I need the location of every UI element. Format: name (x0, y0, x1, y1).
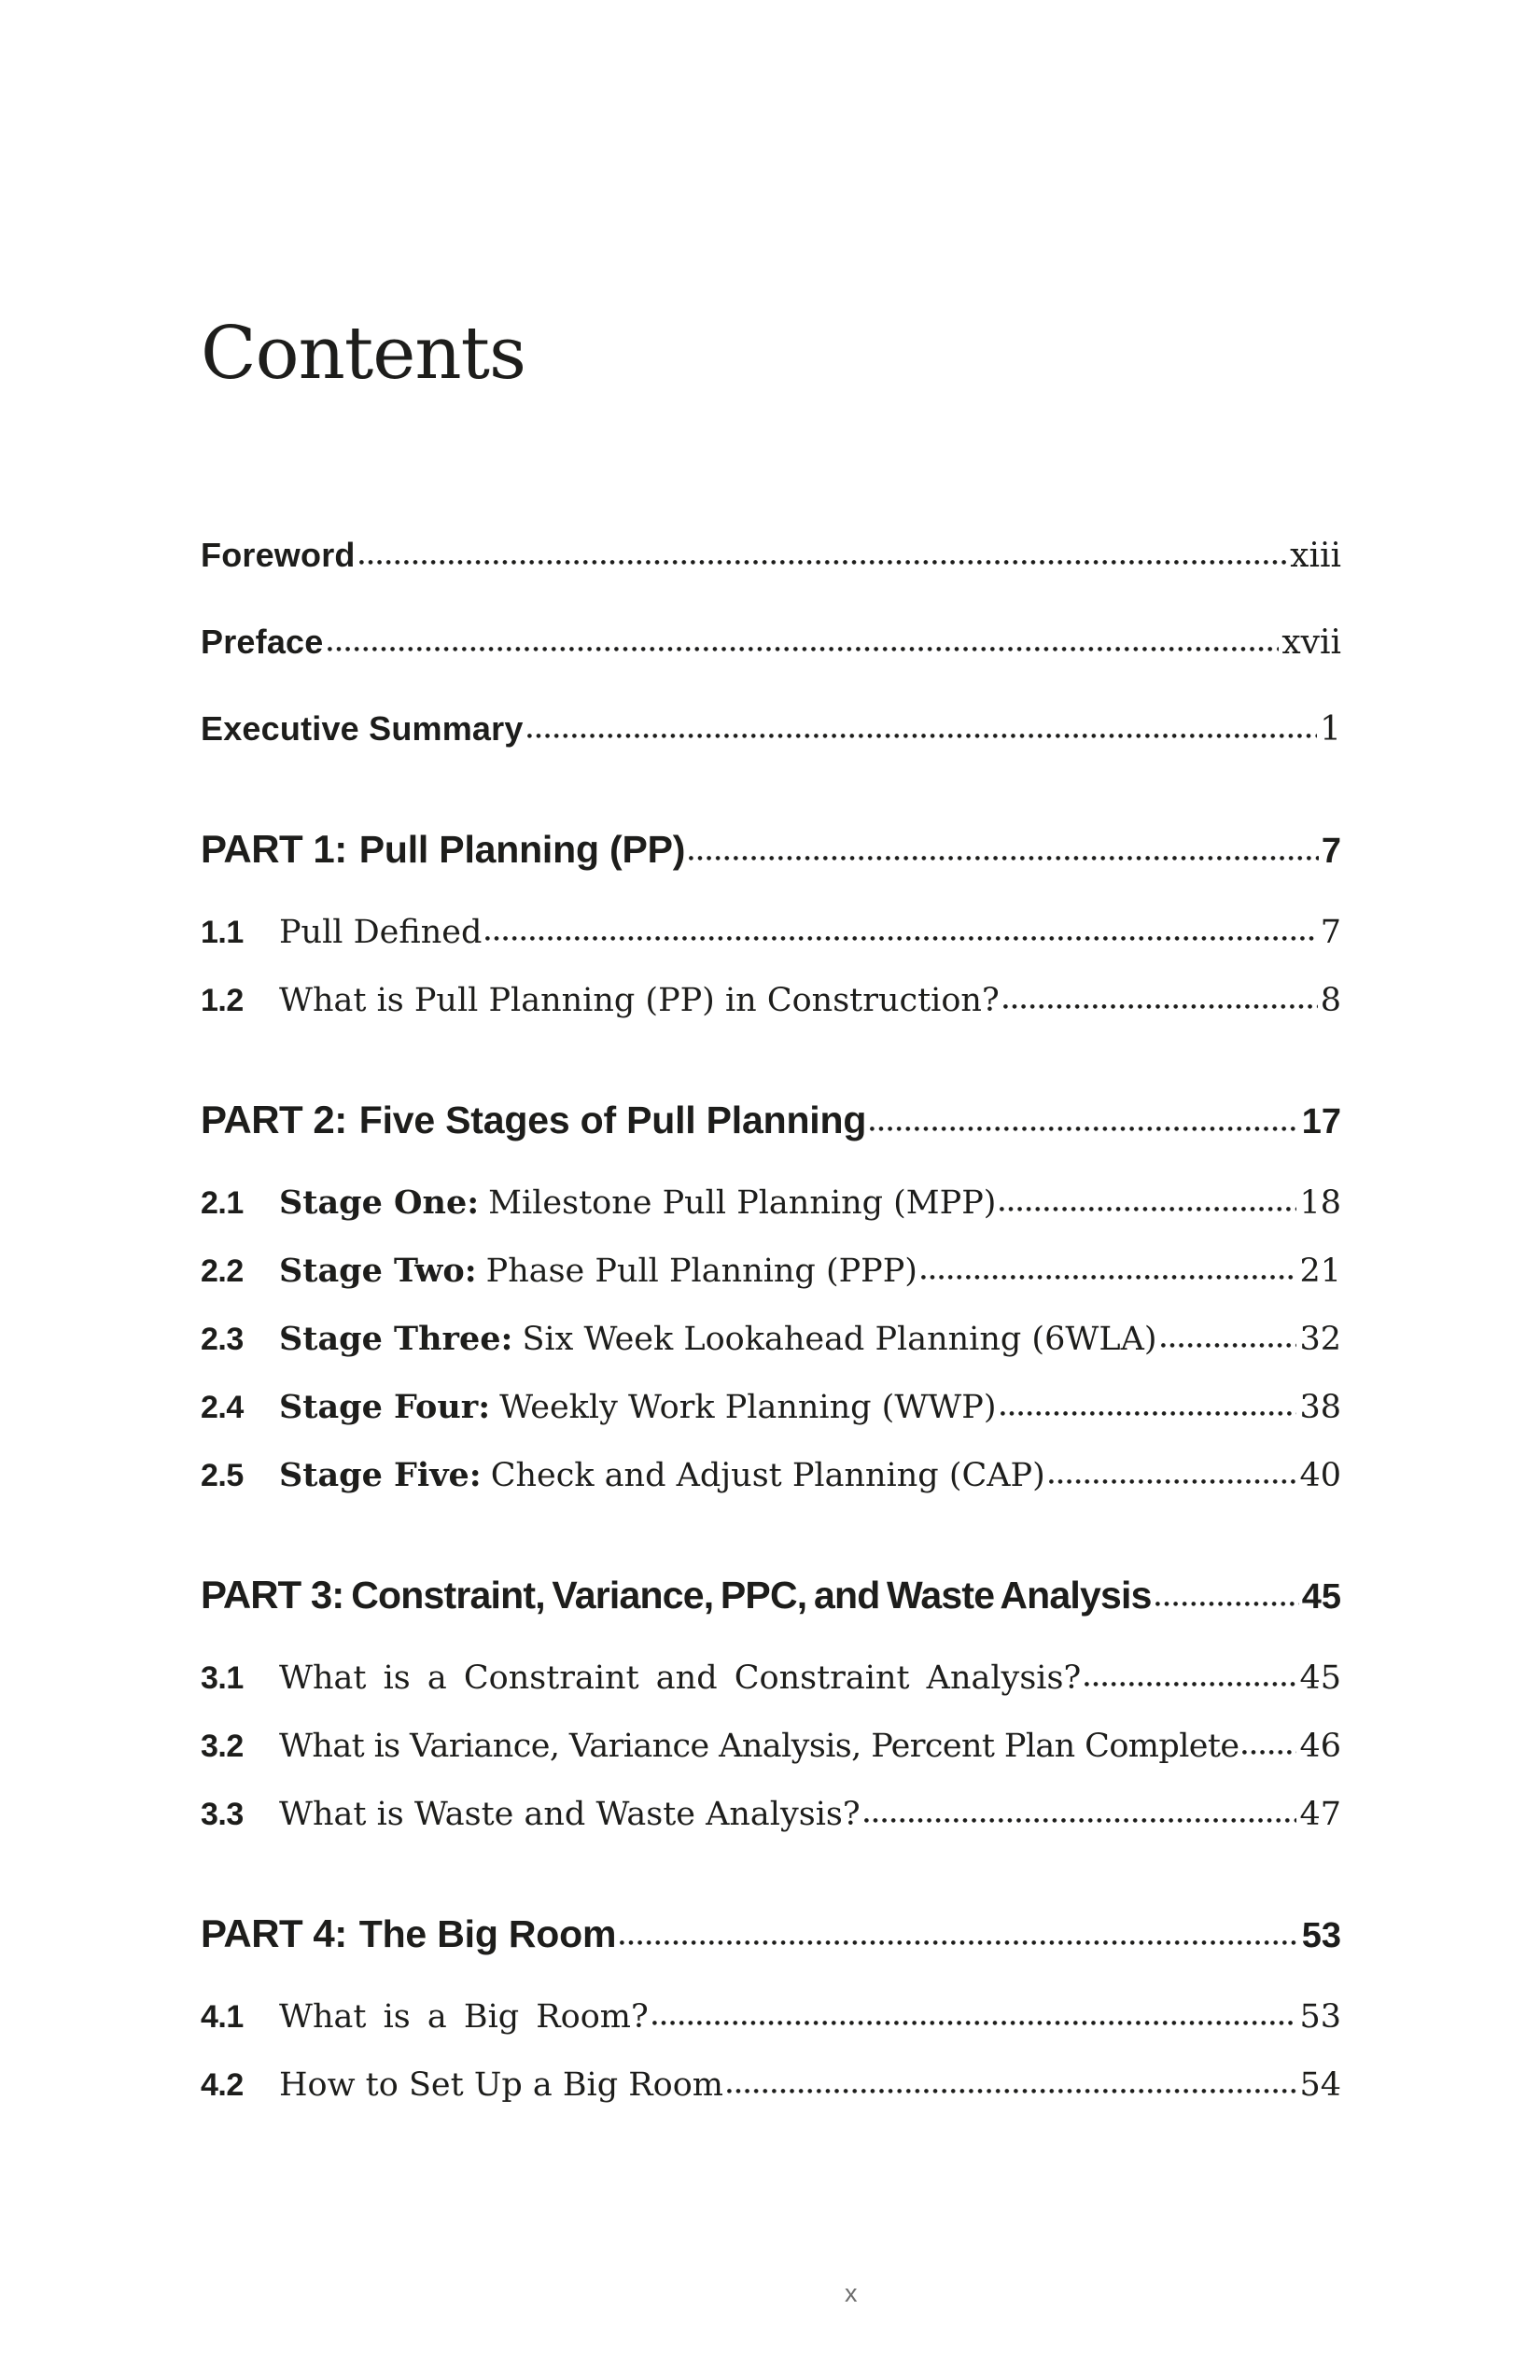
entry-page-number: 38 (1299, 1389, 1341, 1426)
part-label: PART 1: (201, 827, 347, 871)
entry-stage-label: Stage Two: (279, 1252, 477, 1290)
part-title: Five Stages of Pull Planning (358, 1099, 867, 1141)
part-entries (201, 911, 1341, 1022)
dotted-leader (1155, 1602, 1299, 1606)
entry-page-number: 53 (1299, 1998, 1341, 2036)
entry-page-number: 7 (1320, 914, 1341, 951)
toc-entry (201, 911, 1341, 954)
entry-page-number: 21 (1299, 1253, 1341, 1290)
entry-number: 2.5 (201, 1458, 244, 1493)
toc-entry-foreword (201, 534, 1341, 578)
part-section-2 (201, 1096, 1341, 1497)
dotted-leader (485, 936, 1317, 941)
dotted-leader (1049, 1479, 1297, 1484)
entry-label: Executive Summary (201, 709, 524, 748)
entry-page-number: xiii (1290, 537, 1341, 575)
toc-entry (201, 1725, 1341, 1768)
entry-stage-label: Stage Three: (279, 1320, 513, 1358)
entry-number: 3.1 (201, 1660, 244, 1696)
entry-number: 3.3 (201, 1797, 244, 1832)
part-entries (201, 1182, 1341, 1497)
entry-stage-label: Stage Five: (279, 1456, 482, 1494)
toc-entry (201, 979, 1341, 1022)
part-page-number: 7 (1321, 832, 1341, 871)
dotted-leader (328, 647, 1280, 651)
dotted-leader (689, 856, 1319, 861)
entry-page-number: 32 (1299, 1321, 1341, 1358)
entry-number: 2.2 (201, 1253, 244, 1289)
entry-page-number: 46 (1299, 1728, 1341, 1765)
entry-stage-label: Stage One: (279, 1183, 480, 1222)
entry-title: How to Set Up a Big Room (279, 2066, 723, 2104)
part-heading (201, 1910, 1341, 1960)
entry-number: 1.1 (201, 915, 244, 950)
dotted-leader (1242, 1750, 1296, 1755)
part-page-number: 17 (1301, 1102, 1341, 1141)
dotted-leader (870, 1127, 1299, 1131)
entry-label: Foreword (201, 536, 356, 574)
toc-entry (201, 1182, 1341, 1225)
entry-title: What is a Constraint and Constraint Analysis? (279, 1659, 1082, 1697)
entry-page-number: 54 (1299, 2066, 1341, 2104)
toc-entry (201, 1250, 1341, 1293)
entry-title: Milestone Pull Planning (MPP) (488, 1184, 997, 1222)
entry-title: What is a Big Room? (279, 1998, 649, 2036)
toc-entry-executive-summary (201, 707, 1341, 751)
page-title: Contents (201, 312, 525, 396)
toc-entry (201, 2064, 1341, 2107)
entry-title: Six Week Lookahead Planning (6WLA) (522, 1321, 1157, 1358)
dotted-leader (1085, 1682, 1296, 1687)
entry-page-number: 47 (1299, 1796, 1341, 1833)
toc-entry (201, 1318, 1341, 1361)
dotted-leader (1003, 1004, 1318, 1009)
entry-number: 2.4 (201, 1390, 244, 1425)
dotted-leader (921, 1275, 1297, 1280)
dotted-leader (727, 2089, 1296, 2093)
part-heading (201, 1096, 1341, 1146)
entry-page-number: 40 (1299, 1457, 1341, 1494)
part-label: PART 3: (201, 1573, 344, 1617)
folio-page-number: x (845, 2279, 858, 2307)
part-section-1 (201, 825, 1341, 1022)
toc-entry (201, 1793, 1341, 1836)
part-label: PART 4: (201, 1911, 347, 1955)
part-heading (201, 825, 1341, 875)
entry-stage-label: Stage Four: (279, 1388, 491, 1426)
entry-title: Weekly Work Planning (WWP) (499, 1389, 997, 1426)
entry-title: What is Variance, Variance Analysis, Percent Plan Complete (279, 1728, 1239, 1765)
part-label: PART 2: (201, 1098, 347, 1141)
toc-entry-preface (201, 621, 1341, 665)
part-section-3 (201, 1571, 1341, 1836)
part-title: The Big Room (358, 1912, 617, 1955)
entry-page-number: 1 (1320, 710, 1341, 749)
part-section-4 (201, 1910, 1341, 2107)
entry-title: Phase Pull Planning (PPP) (485, 1253, 917, 1290)
part-title: Pull Planning (PP) (358, 828, 686, 871)
toc-entry (201, 1454, 1341, 1497)
entry-title: What is Waste and Waste Analysis? (279, 1796, 861, 1833)
dotted-leader (652, 2021, 1297, 2025)
part-page-number: 45 (1301, 1577, 1341, 1617)
entry-number: 3.2 (201, 1729, 244, 1764)
entry-page-number: 8 (1320, 982, 1341, 1019)
entry-number: 2.3 (201, 1322, 244, 1357)
entry-page-number: 45 (1299, 1659, 1341, 1697)
part-entries (201, 1995, 1341, 2107)
toc-entry (201, 1995, 1341, 2038)
entry-title: Check and Adjust Planning (CAP) (490, 1457, 1045, 1494)
entry-page-number: 18 (1299, 1184, 1341, 1222)
dotted-leader (527, 734, 1318, 738)
front-matter-list (201, 534, 1341, 751)
entry-title: Pull Defined (279, 914, 483, 951)
entry-title: What is Pull Planning (PP) in Construction? (279, 982, 1000, 1019)
part-title: Constraint, Variance, PPC, and Waste Analysis (351, 1574, 1152, 1617)
entry-page-number: xvii (1281, 623, 1341, 662)
part-page-number: 53 (1301, 1916, 1341, 1955)
dotted-leader (359, 560, 1288, 565)
dotted-leader (620, 1940, 1299, 1945)
dotted-leader (1000, 1207, 1296, 1211)
entry-number: 2.1 (201, 1185, 244, 1221)
entry-number: 4.2 (201, 2067, 244, 2103)
toc-entry (201, 1386, 1341, 1429)
toc-entry (201, 1657, 1341, 1700)
entry-number: 4.1 (201, 1999, 244, 2035)
dotted-leader (1161, 1343, 1297, 1348)
part-heading (201, 1571, 1341, 1621)
dotted-leader (864, 1818, 1297, 1823)
part-entries (201, 1657, 1341, 1836)
entry-label: Preface (201, 623, 324, 661)
entry-number: 1.2 (201, 983, 244, 1018)
dotted-leader (1001, 1411, 1297, 1416)
